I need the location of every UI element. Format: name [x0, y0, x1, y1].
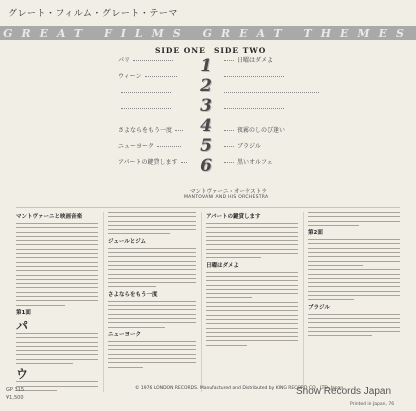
catalog-number: GP 315: [6, 387, 25, 393]
track-side2-3: [224, 88, 334, 98]
section-divider: [16, 207, 400, 208]
artist-credit-jp: マントヴァーニ・オーケストラ: [190, 189, 267, 195]
track-side2-4: [224, 104, 334, 114]
side-one-heading: SIDE ONE: [155, 46, 206, 55]
column-rule: [103, 212, 104, 392]
numeral-3: 3: [200, 96, 212, 116]
track-side2-2: [224, 72, 334, 82]
track-side2-5: [224, 126, 334, 136]
title-band: [0, 26, 416, 40]
track-side1-4: [118, 104, 190, 114]
track-title: ウィーン: [118, 73, 142, 80]
price-label: ¥1,500: [6, 395, 24, 401]
column3-item2: 日曜はダメよ: [206, 262, 240, 269]
track-side2-7: [224, 158, 334, 168]
column2-item1: ジュールとジム: [108, 238, 147, 245]
track-side1-1: [118, 56, 190, 66]
section-initial: パ: [16, 318, 29, 333]
track-side2-1: [224, 56, 334, 66]
column1-side-label: 第1面: [16, 309, 31, 316]
japanese-title: グレート・フィルム・グレート・テーマ: [8, 9, 178, 19]
track-title: さよならをもう一度: [118, 127, 173, 134]
numeral-4: 4: [200, 116, 212, 136]
artist-credit-en: MANTOVANI AND HIS ORCHESTRA: [184, 195, 269, 200]
section-initial: ウ: [16, 367, 29, 382]
column1-heading: マントヴァーニと映画音楽: [16, 214, 82, 220]
track-side1-6: [118, 142, 190, 152]
column2-item3: ニューヨーク: [108, 331, 142, 338]
track-side1-5: [118, 126, 190, 136]
column2-item2: さよならをもう一度: [108, 291, 158, 298]
track-title: パリ: [118, 57, 131, 64]
numeral-6: 6: [200, 156, 212, 176]
track-side1-2: [118, 72, 190, 82]
numeral-5: 5: [200, 136, 212, 156]
column-rule: [303, 212, 304, 392]
track-title: 黒いオルフェ: [237, 159, 273, 166]
english-title: GREAT FILMS GREAT THEMES: [3, 26, 413, 40]
liner-notes-column-3: [206, 212, 298, 349]
column4-item1: 第2面: [308, 230, 323, 237]
track-side2-6: [224, 142, 334, 152]
store-watermark: Snow Records Japan: [296, 386, 392, 397]
column4-item3: ブラジル: [308, 304, 330, 311]
track-title: アパートの鍵貸します: [118, 159, 178, 166]
track-side1-7: [118, 158, 190, 168]
track-title: 夜霧のしのび逢い: [237, 127, 286, 134]
liner-notes-column-1: [16, 212, 98, 394]
column3-item1: アパートの鍵貸します: [206, 214, 261, 220]
track-side1-3: [118, 88, 190, 98]
column-rule: [201, 212, 202, 392]
liner-notes-column-4: [308, 212, 400, 339]
numeral-1: 1: [200, 56, 212, 76]
printed-in-label: Printed in Japan, 76: [350, 402, 395, 407]
track-title: ブラジル: [237, 143, 261, 150]
numeral-2: 2: [200, 76, 212, 96]
copyright-line: © 1976 LONDON RECORDS. Manufactured and Distributed by KING RECORD CO., LTD. Japan: [135, 386, 344, 391]
side-two-heading: SIDE TWO: [214, 46, 267, 55]
liner-notes-column-2: [108, 212, 196, 371]
track-title: ニューヨーク: [118, 143, 155, 150]
track-title: 日曜はダメよ: [237, 57, 274, 64]
